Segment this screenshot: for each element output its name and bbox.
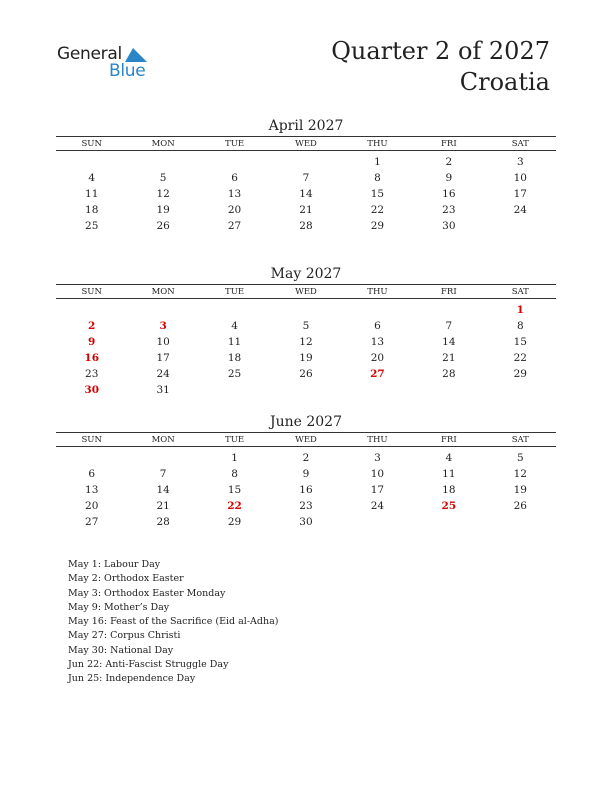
weekday-header: [56, 136, 556, 151]
weekday-label: FRI: [441, 286, 457, 297]
weekday-label: SUN: [81, 138, 102, 149]
month-days: [56, 447, 556, 530]
holiday-day-cell: 2: [88, 320, 96, 332]
weekday-label: WED: [295, 138, 317, 149]
weekday-label: MON: [151, 138, 175, 149]
day-cell: 28: [299, 220, 313, 232]
generalblue-logo: [57, 42, 157, 82]
weekday-label: WED: [295, 286, 317, 297]
holiday-list: [68, 558, 278, 687]
day-cell: 6: [88, 468, 96, 480]
weekday-label: SUN: [81, 434, 102, 445]
weekday-label: THU: [367, 138, 388, 149]
day-cell: 7: [445, 320, 453, 332]
day-cell: 15: [513, 336, 527, 348]
day-cell: 4: [88, 172, 96, 184]
weekday-label: TUE: [225, 434, 245, 445]
day-cell: 27: [85, 516, 99, 528]
holiday-note: May 27: Corpus Christi: [68, 630, 181, 642]
day-cell: 14: [442, 336, 456, 348]
weekday-label: FRI: [441, 138, 457, 149]
day-cell: 31: [156, 384, 170, 396]
day-cell: 11: [227, 336, 242, 348]
holiday-day-cell: 22: [227, 500, 242, 512]
day-cell: 17: [156, 352, 170, 364]
day-cell: 24: [370, 500, 385, 512]
day-cell: 18: [85, 204, 99, 216]
day-cell: 26: [299, 368, 313, 380]
day-cell: 3: [374, 452, 381, 464]
day-cell: 23: [85, 368, 99, 380]
day-cell: 13: [85, 484, 99, 496]
weekday-label: SUN: [81, 286, 102, 297]
weekday-label: MON: [151, 434, 175, 445]
calendar-month-april: [56, 116, 556, 234]
day-cell: 8: [374, 172, 381, 184]
day-cell: 21: [442, 352, 456, 364]
holiday-note: May 2: Orthodox Easter: [68, 573, 184, 585]
holiday-day-cell: 1: [516, 304, 524, 316]
day-cell: 16: [299, 484, 313, 496]
holiday-note: May 3: Orthodox Easter Monday: [68, 587, 226, 599]
weekday-header: [56, 284, 556, 299]
day-cell: 8: [231, 468, 238, 480]
day-cell: 5: [302, 320, 310, 332]
day-cell: 9: [445, 172, 453, 184]
day-cell: 17: [513, 188, 527, 200]
weekday-label: THU: [367, 286, 388, 297]
logo-text-blue: Blue: [109, 61, 146, 81]
weekday-label: SAT: [511, 286, 529, 297]
holiday-note: May 16: Feast of the Sacrifice (Eid al-Adha): [68, 616, 279, 628]
day-cell: 5: [159, 172, 167, 184]
holiday-day-cell: 3: [159, 320, 167, 332]
day-cell: 12: [156, 188, 170, 200]
day-cell: 25: [227, 368, 242, 380]
weekday-label: TUE: [225, 286, 245, 297]
day-cell: 10: [156, 336, 170, 348]
day-cell: 25: [85, 220, 99, 232]
weekday-label: SAT: [511, 434, 529, 445]
holiday-note: May 9: Mother’s Day: [68, 601, 170, 613]
day-cell: 6: [374, 320, 381, 332]
day-cell: 13: [227, 188, 242, 200]
day-cell: 20: [227, 204, 242, 216]
month-title: June 2027: [269, 414, 342, 430]
day-cell: 6: [231, 172, 238, 184]
day-cell: 14: [299, 188, 313, 200]
holiday-note: May 30: National Day: [68, 644, 174, 656]
month-title: May 2027: [270, 266, 342, 282]
day-cell: 28: [442, 368, 456, 380]
day-cell: 29: [513, 368, 527, 380]
day-cell: 19: [299, 352, 313, 364]
weekday-label: TUE: [225, 138, 245, 149]
holiday-day-cell: 9: [88, 336, 96, 348]
day-cell: 7: [159, 468, 167, 480]
title-country: Croatia: [459, 68, 550, 96]
day-cell: 22: [370, 204, 385, 216]
day-cell: 5: [516, 452, 524, 464]
day-cell: 4: [231, 320, 238, 332]
title-quarter: Quarter 2 of 2027: [331, 37, 550, 65]
day-cell: 29: [227, 516, 242, 528]
holiday-day-cell: 16: [84, 352, 100, 364]
holiday-note: Jun 25: Independence Day: [68, 673, 196, 685]
logo-triangle-icon: [125, 46, 147, 62]
day-cell: 2: [302, 452, 310, 464]
day-cell: 15: [370, 188, 385, 200]
day-cell: 28: [156, 516, 170, 528]
calendar-month-may: [56, 264, 556, 398]
day-cell: 22: [513, 352, 527, 364]
holiday-day-cell: 30: [84, 384, 100, 396]
weekday-label: FRI: [441, 434, 457, 445]
holiday-note: Jun 22: Anti-Fascist Struggle Day: [68, 659, 229, 671]
day-cell: 15: [227, 484, 242, 496]
page-title: [331, 36, 550, 98]
month-days: [56, 299, 556, 398]
day-cell: 20: [85, 500, 99, 512]
logo-text-general: General: [57, 44, 122, 64]
weekday-header: [56, 432, 556, 447]
day-cell: 13: [370, 336, 385, 348]
day-cell: 27: [227, 220, 242, 232]
day-cell: 1: [231, 452, 238, 464]
day-cell: 11: [85, 188, 99, 200]
holiday-day-cell: 27: [370, 368, 385, 380]
day-cell: 30: [299, 516, 313, 528]
day-cell: 20: [370, 352, 385, 364]
holiday-day-cell: 25: [441, 500, 457, 512]
day-cell: 4: [445, 452, 453, 464]
day-cell: 19: [513, 484, 527, 496]
day-cell: 2: [445, 156, 453, 168]
day-cell: 18: [442, 484, 456, 496]
day-cell: 3: [516, 156, 524, 168]
day-cell: 29: [370, 220, 385, 232]
day-cell: 12: [299, 336, 313, 348]
day-cell: 10: [513, 172, 527, 184]
day-cell: 17: [370, 484, 385, 496]
day-cell: 19: [156, 204, 170, 216]
day-cell: 14: [156, 484, 170, 496]
day-cell: 26: [156, 220, 170, 232]
day-cell: 21: [156, 500, 170, 512]
holiday-note: May 1: Labour Day: [68, 559, 161, 570]
weekday-label: MON: [151, 286, 175, 297]
weekday-label: SAT: [511, 138, 529, 149]
weekday-label: THU: [367, 434, 388, 445]
weekday-label: WED: [295, 434, 317, 445]
day-cell: 24: [513, 204, 527, 216]
day-cell: 10: [370, 468, 385, 480]
day-cell: 11: [442, 468, 456, 480]
day-cell: 18: [227, 352, 242, 364]
day-cell: 26: [513, 500, 527, 512]
day-cell: 30: [442, 220, 456, 232]
day-cell: 23: [442, 204, 456, 216]
day-cell: 7: [302, 172, 310, 184]
day-cell: 16: [442, 188, 456, 200]
month-days: [56, 151, 556, 234]
calendar-month-june: [56, 412, 556, 530]
day-cell: 21: [299, 204, 313, 216]
day-cell: 9: [302, 468, 310, 480]
day-cell: 8: [516, 320, 524, 332]
month-title: April 2027: [268, 118, 344, 134]
day-cell: 1: [374, 156, 381, 168]
day-cell: 23: [299, 500, 313, 512]
day-cell: 12: [513, 468, 527, 480]
day-cell: 24: [156, 368, 170, 380]
